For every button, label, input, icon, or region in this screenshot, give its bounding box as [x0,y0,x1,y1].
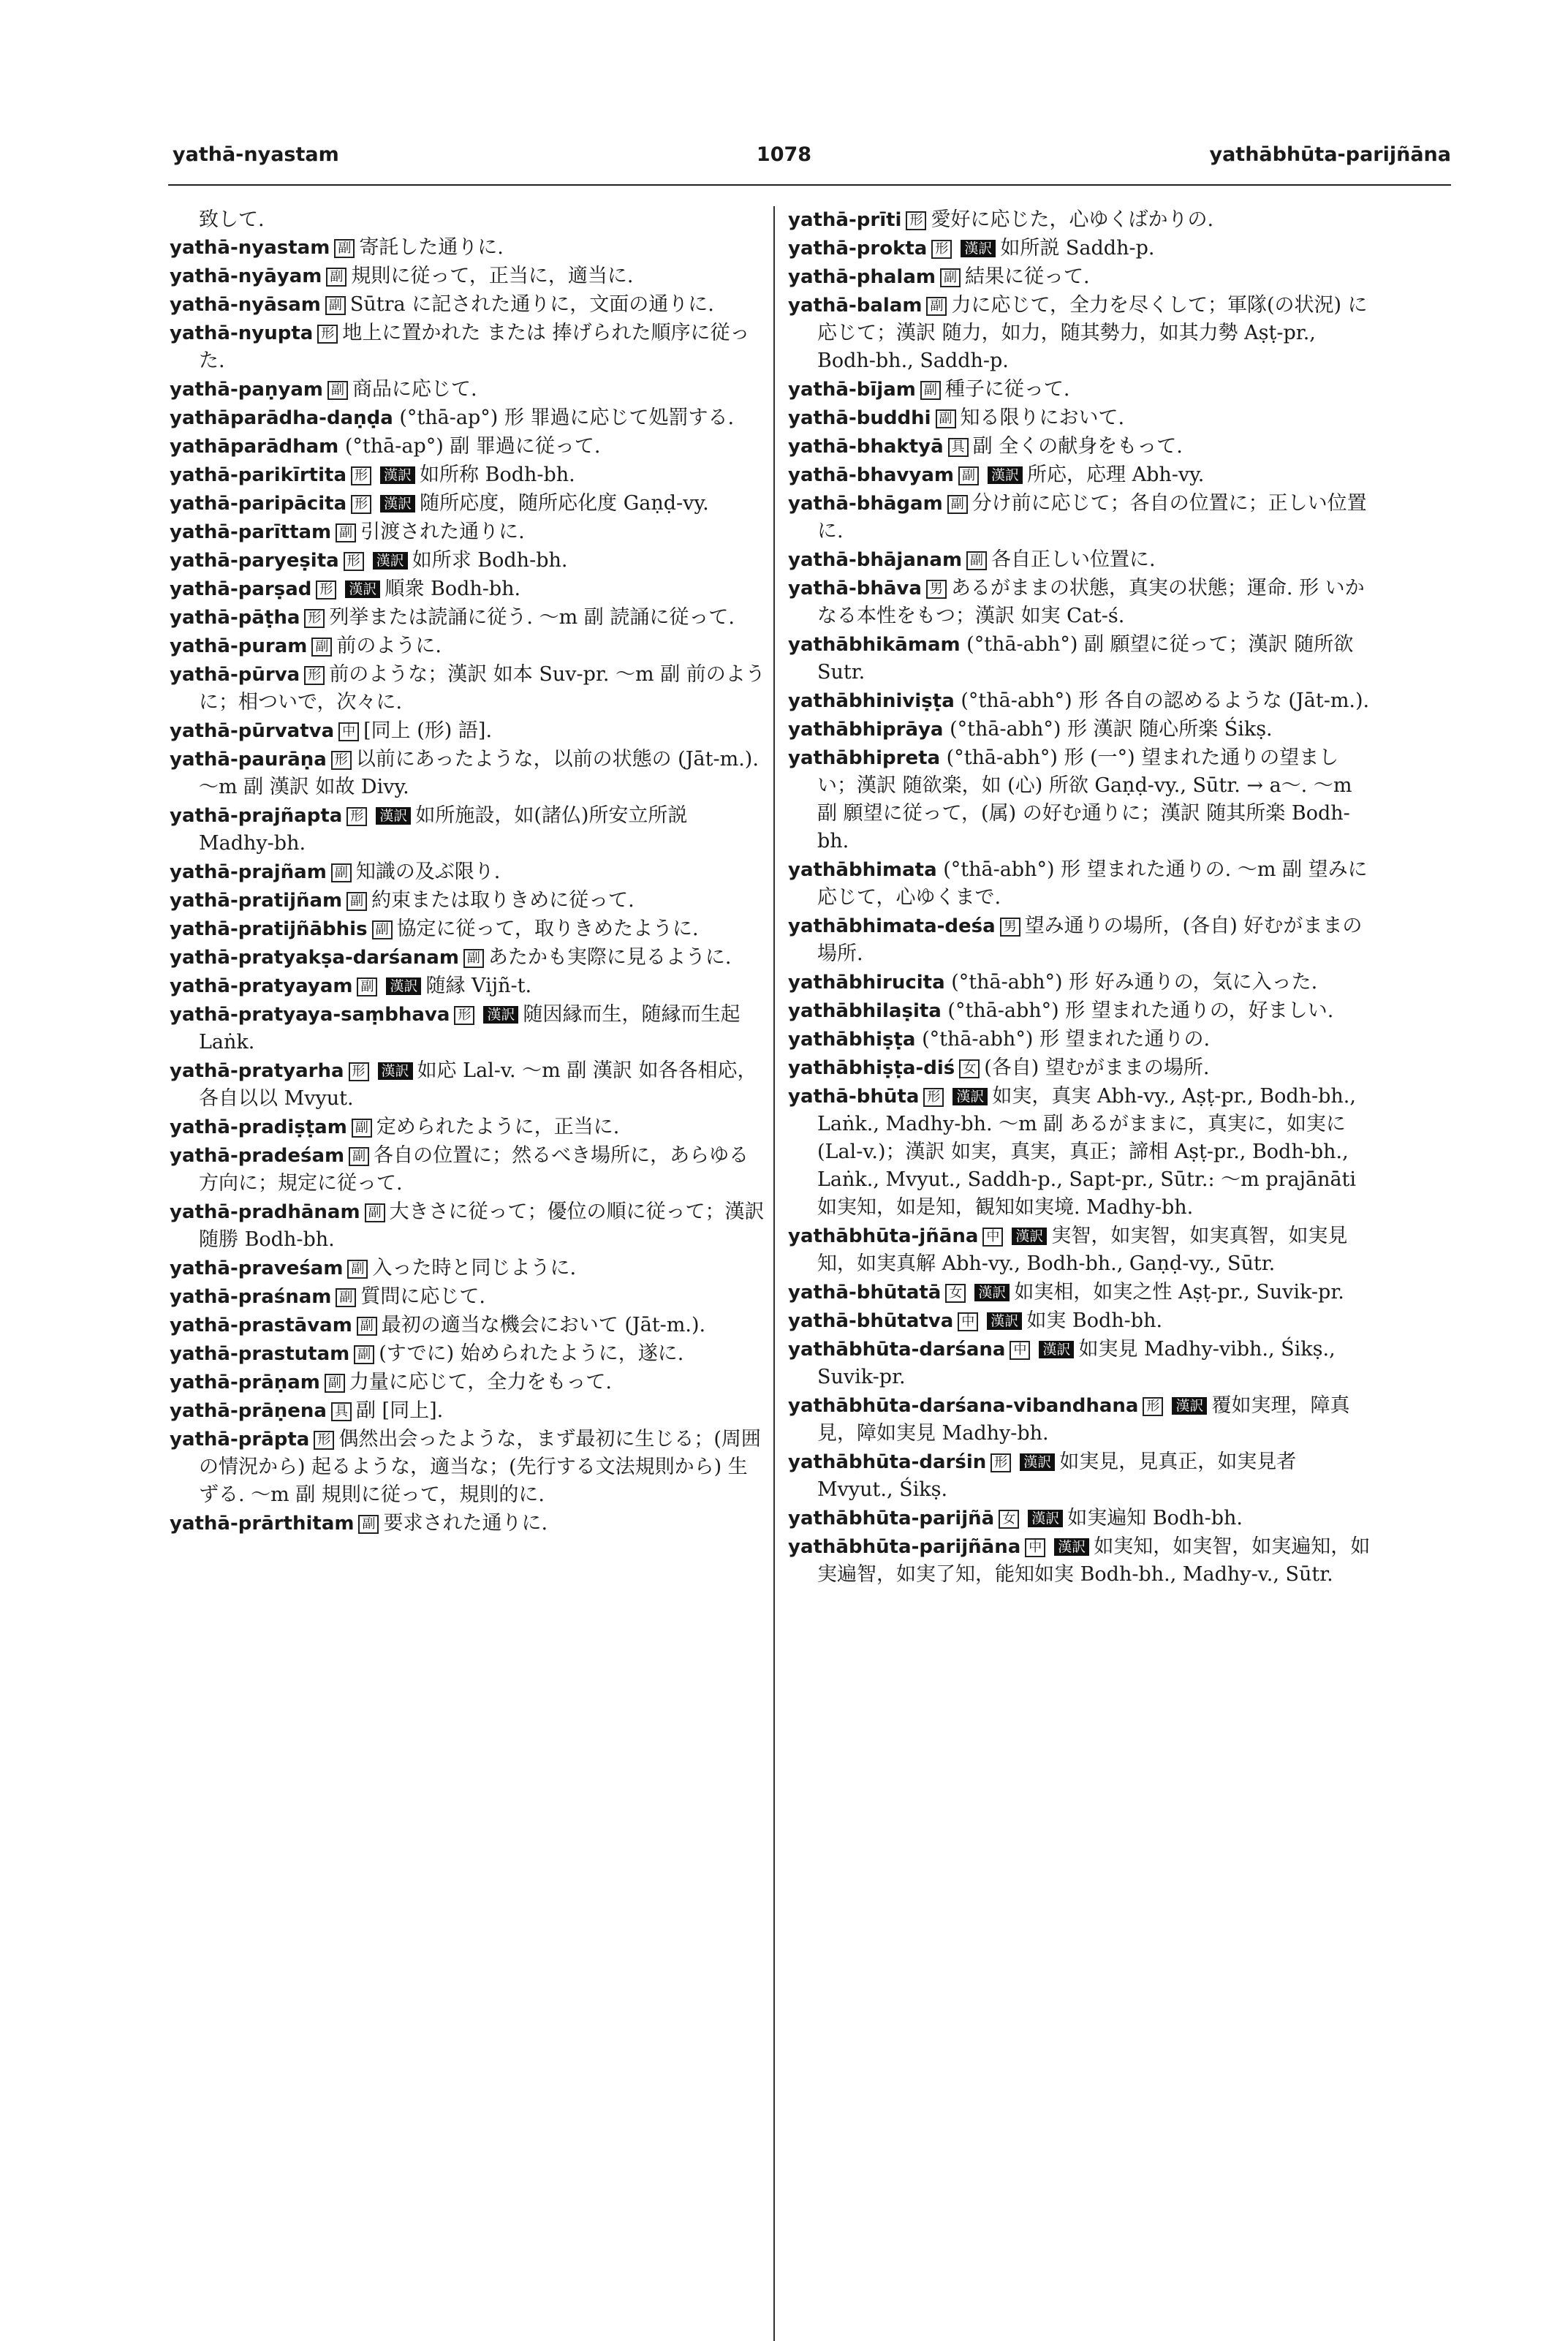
definition: 如実 Bodh-bh. [1026,1309,1163,1332]
definition: 以前にあったような，以前の状態の (Jāt-m.). ～m 副 漢訳 如故 Divy. [199,748,759,798]
headword: yathā-pratijñābhis [170,918,368,940]
pos-tag: 副 [940,268,961,287]
kanyaku-badge: 漢訳 [1020,1453,1055,1471]
definition: (各自) 望むがままの場所. [984,1056,1210,1079]
headword: yathābhimata-deśa [788,915,996,937]
definition: (°thā-abh°) 形 漢訳 随心所楽 Śikṣ. [950,718,1273,741]
headword: yathā-prīti [788,209,902,231]
definition: (°thā-abh°) 形 (一°) 望まれた通りの望ましい；漢訳 随欲楽，如 (心) 所欲 Gaṇḍ-vy., Sūtr. → a～. ～m 副 願望に従って，(属) の好む通りに；漢訳 随其所楽 Bodh-bh. [817,746,1352,852]
kanyaku-badge: 漢訳 [988,466,1023,484]
dictionary-entry [788,235,1378,262]
page-header [0,143,1568,180]
headword: yathā-prajñapta [170,805,343,827]
pos-tag: 男 [1000,918,1020,937]
pos-tag: 副 [365,1203,385,1222]
dictionary-entry [170,1426,765,1509]
dictionary-entry [788,1505,1378,1532]
pos-tag: 形 [923,1088,944,1107]
dictionary-entry [788,490,1378,545]
pos-tag: 形 [991,1453,1011,1472]
definition: 知識の及ぶ限り. [355,861,501,883]
definition: (°thā-abh°) 形 各自の認めるような (Jāt-m.). [961,689,1370,712]
dictionary-entry [170,944,765,972]
headword: yathābhimata [788,859,937,881]
headword: yathā-prārthitam [170,1513,355,1535]
definition: 力に応じて，全力を尽くして；軍隊(の状況) に応じて；漢訳 随力，如力，随其勢力，如其力勢 Aṣṭ-pr., Bodh-bh., Saddh-p. [817,294,1368,372]
kanyaku-badge: 漢訳 [378,1062,413,1080]
headword: yathā-parikīrtita [170,464,346,486]
headword: yathā-pradhānam [170,1201,360,1223]
definition: 如実知，如実智，如実遍知，如実遍智，如実了知，能知如実 Bodh-bh., Madhy-v., Sūtr. [817,1535,1371,1586]
dictionary-entry [788,1448,1378,1504]
pos-tag: 副 [347,1260,368,1279]
definition: 副 [同上]. [355,1399,444,1422]
dictionary-entry [170,1113,765,1141]
dictionary-entry [170,518,765,546]
definition: 種子に従って. [944,378,1070,401]
pos-tag: 副 [966,551,987,570]
definition: 愛好に応じた，心ゆくばかりの. [931,208,1214,231]
headword: yathā-prajñam [170,861,327,883]
dictionary-entry [170,887,765,915]
headword: yathā-bhāgam [788,493,943,515]
pos-tag: 副 [311,638,332,657]
dictionary-entry [788,1026,1378,1054]
headword: yathā-pratijñam [170,890,343,912]
headword: yathābhiṣṭa-diś [788,1057,955,1079]
dictionary-entry [170,1057,765,1113]
dictionary-entry [788,263,1378,291]
dictionary-entry [788,1533,1378,1589]
pos-tag: 形 [304,609,325,628]
headword: yathā-praveśam [170,1258,344,1279]
pos-tag: 女 [945,1284,966,1303]
definition: 分け前に応じて；各自の位置に；正しい位置に. [817,492,1367,542]
pos-tag: 形 [906,211,926,230]
kanyaku-badge: 漢訳 [376,807,411,825]
headword: yathābhipreta [788,747,941,769]
dictionary-entry [170,1283,765,1311]
dictionary-entry [788,404,1378,432]
kanyaku-badge: 漢訳 [1012,1228,1047,1245]
dictionary-entry [788,1054,1378,1082]
dictionary-entry [170,1001,765,1056]
header-rule [168,184,1451,186]
dictionary-entry [788,546,1378,574]
kanyaku-badge: 漢訳 [483,1006,518,1024]
kanyaku-badge: 漢訳 [386,977,421,995]
headword: yathā-pratyarha [170,1060,344,1082]
headword: yathā-bhavyam [788,464,954,486]
definition: 如応 Lal-v. ～m 副 漢訳 如各各相応，各自以以 Mvyut. [199,1059,757,1110]
kanyaku-badge: 漢訳 [380,495,415,513]
left-column [170,206,765,1538]
pos-tag: 具 [331,1402,352,1421]
headword: yathā-nyāyam [170,265,322,287]
right-column [788,206,1378,1589]
headword: yathā-pratyayam [170,975,353,997]
headword: yathā-prastutam [170,1343,350,1365]
pos-tag: 形 [346,807,367,826]
headword: yathā-parīttam [170,521,332,543]
dictionary-entry [788,744,1378,855]
kanyaku-badge: 漢訳 [1039,1341,1074,1358]
kanyaku-badge: 漢訳 [987,1312,1022,1330]
dictionary-entry [788,1279,1378,1306]
dictionary-entry [170,972,765,1000]
pos-tag: 副 [354,1345,374,1364]
dictionary-entry [170,1142,765,1198]
pos-tag: 形 [454,1006,474,1025]
dictionary-entry [170,1340,765,1368]
definition: 各自の位置に；然るべき場所に，あらゆる方向に；規定に従って. [199,1144,749,1195]
pos-tag: 形 [314,1431,334,1450]
pos-tag: 女 [999,1510,1019,1529]
pos-tag: 副 [357,1317,377,1336]
definition: 前のように. [336,635,442,657]
pos-tag: 副 [331,863,352,882]
headword: yathā-pradeśam [170,1145,345,1167]
headword: yathā-puram [170,635,308,657]
kanyaku-badge: 漢訳 [380,466,415,484]
definition: あたかも実際に見るように. [488,946,732,969]
dictionary-entry [170,291,765,319]
definition: 如所求 Bodh-bh. [412,549,568,572]
headword: yathā-paripācita [170,493,347,515]
pos-tag: 形 [331,751,352,770]
dictionary-entry [170,746,765,801]
definition: (°thā-abh°) 副 願望に従って；漢訳 随所欲 Sutr. [817,633,1354,684]
headword: yathā-bhūtatva [788,1310,954,1332]
headword: yathā-bhūtatā [788,1282,942,1304]
definition: (すでに) 始められたように，遂に. [379,1342,684,1365]
dictionary-entry [788,1083,1378,1222]
headword: yathā-paryeṣita [170,550,339,572]
pos-tag: 副 [352,1119,372,1138]
dictionary-entry [170,490,765,518]
dictionary-entry [170,262,765,290]
dictionary-entry [170,915,765,943]
headword: yathā-bhaktyā [788,436,944,458]
definition: 寄託した通りに. [359,236,504,259]
definition: 力量に応じて，全力をもって. [349,1371,612,1393]
kanyaku-badge: 漢訳 [373,552,408,570]
definition: 順衆 Bodh-bh. [385,578,521,600]
headword: yathābhiprāya [788,719,944,741]
kanyaku-badge: 漢訳 [952,1088,988,1105]
definition: (°thā-abh°) 形 望まれた通りの，好ましい. [947,999,1334,1022]
dictionary-entry [170,1369,765,1396]
kanyaku-badge: 漢訳 [1054,1538,1089,1556]
definition: (°thā-ap°) 副 罪過に従って. [344,435,601,458]
definition: 如実，真実 Abh-vy., Aṣṭ-pr., Bodh-bh., Laṅk., Madhy-bh. ～m 副 あるがままに，真実に，如実に (Lal-v.)；漢訳 如実，真実，真正；諦相 Aṣṭ-pr., Bodh-bh., Laṅk., Mvyut., Saddh-p., Sapt-pr., Sūtr.: ～m prajānāti 如実知，如是知，観知如実境. Madhy-bh. [817,1085,1357,1219]
kanyaku-badge: 漢訳 [1172,1397,1207,1415]
dictionary-entry [788,856,1378,912]
definition: [同上 (形) 語]. [363,719,493,742]
headword: yathā-pūrva [170,664,300,686]
definition: 所応，応理 Abh-vy. [1026,464,1205,486]
headword: yathā-prāṇam [170,1372,320,1393]
dictionary-entry [170,632,765,660]
dictionary-entry [170,1198,765,1254]
headword: yathābhūta-parijñāna [788,1536,1021,1558]
headword: yathā-pūrvatva [170,720,335,742]
headword: yathāparādha-daṇḍa [170,407,393,429]
definition: 如実遍知 Bodh-bh. [1067,1507,1243,1529]
dictionary-entry [788,687,1378,715]
column-divider [773,206,775,2341]
definition: (°thā-abh°) 形 望まれた通りの. [922,1028,1211,1051]
pos-tag: 副 [463,949,484,968]
headword: yathā-bījam [788,379,916,401]
dictionary-entry [788,1307,1378,1335]
pos-tag: 副 [372,920,393,939]
dictionary-entry [788,1336,1378,1391]
headword: yathā-prastāvam [170,1315,352,1336]
pos-tag: 副 [357,977,377,996]
definition: 偶然出会ったような，まず最初に生じる；(周囲の情況から) 起るような，適当な；(先行する文法規則から) 生ずる. ～m 副 規則に従って，規則的に. [199,1428,761,1506]
dictionary-entry [170,717,765,745]
headword: yathāparādham [170,436,339,458]
pos-tag: 形 [344,552,364,571]
dictionary-entry [170,461,765,489]
definition: 随所応度，随所応化度 Gaṇḍ-vy. [420,492,709,515]
pos-tag: 副 [349,1147,369,1166]
page-number: 1078 [756,143,812,166]
headword: yathā-nyāsam [170,294,321,316]
headword: yathābhūta-darśana [788,1339,1006,1361]
definition: 如所説 Saddh-p. [1000,237,1155,260]
dictionary-entry [788,969,1378,996]
definition: 協定に従って，取りきめたように. [396,918,699,940]
headword: yathā-nyupta [170,322,314,344]
dictionary-entry [170,604,765,632]
definition: 随縁 Vijñ-t. [425,975,532,997]
dictionary-entry [170,858,765,886]
definition: 如実見 Madhy-vibh., Śikṣ., Suvik-pr. [817,1338,1336,1388]
pos-tag: 具 [948,438,969,457]
kanyaku-badge: 漢訳 [1028,1510,1063,1527]
definition: 各自正しい位置に. [991,548,1156,571]
kanyaku-badge: 漢訳 [961,240,996,257]
pos-tag: 副 [326,268,346,287]
headword: yathā-nyastam [170,237,330,259]
pos-tag: 副 [936,409,956,428]
dictionary-entry [170,1255,765,1282]
dictionary-entry [788,631,1378,687]
definition: 地上に置かれた または 捧げられた順序に従った. [199,322,750,372]
definition: 実智，如実智，如実真智，如実見知，如実真解 Abh-vy., Bodh-bh., Gaṇḍ-vy., Sūtr. [817,1225,1348,1275]
headword: yathā-bhāva [788,578,922,600]
definition: 定められたように，正当に. [376,1116,620,1138]
pos-tag: 中 [1025,1538,1045,1557]
dictionary-entry [170,1510,765,1538]
running-head-left: yathā-nyastam [173,143,339,166]
pos-tag: 副 [325,296,346,315]
dictionary-entry [170,802,765,858]
definition: 入った時と同じように. [372,1257,577,1279]
definition: 副 全くの献身をもって. [972,435,1183,458]
pos-tag: 副 [336,1288,356,1307]
pos-tag: 副 [346,892,367,911]
definition: Sūtra に記された通りに，文面の通りに. [349,293,714,316]
dictionary-entry [170,575,765,603]
pos-tag: 副 [334,239,355,258]
pos-tag: 中 [1010,1341,1030,1360]
pos-tag: 副 [958,466,979,485]
headword: yathā-pratyakṣa-darśanam [170,947,459,969]
dictionary-entry [170,319,765,375]
pos-tag: 形 [304,666,325,685]
definition: (°thā-ap°) 形 罪過に応じて処罰する. [399,406,735,429]
dictionary-entry [788,292,1378,375]
definition: 随因縁而生，随縁而生起 Laṅk. [199,1003,741,1054]
definition: 要求された通りに. [383,1512,548,1535]
dictionary-entry [170,234,765,262]
headword: yathābhikāmam [788,634,961,656]
definition: 望み通りの場所，(各自) 好むがままの場所. [817,915,1363,965]
dictionary-entry [788,912,1378,968]
dictionary-entry [170,433,765,461]
headword: yathābhūta-darśin [788,1451,987,1473]
definition: 如所称 Bodh-bh. [420,464,575,486]
pos-tag: 副 [336,523,356,542]
definition: 如所施設，如(諸仏)所安立所説 Madhy-bh. [199,804,688,855]
headword: yathābhiṣṭa [788,1029,916,1051]
definition: 如実相，如実之性 Aṣṭ-pr., Suvik-pr. [1014,1281,1344,1304]
pos-tag: 形 [351,466,371,485]
dictionary-entry [788,461,1378,489]
headword: yathā-pradiṣṭam [170,1116,347,1138]
headword: yathā-bhūta [788,1086,920,1108]
pos-tag: 副 [358,1515,379,1534]
headword: yathā-pāṭha [170,607,300,629]
definition: 大きさに従って；優位の順に従って；漢訳 随勝 Bodh-bh. [199,1200,765,1251]
headword: yathābhūta-darśana-vibandhana [788,1395,1139,1417]
definition: 列挙または読誦に従う. ～m 副 読誦に従って. [329,606,735,629]
definition: 前のような；漢訳 如本 Suv-pr. ～m 副 前のように；相ついで，次々に. [199,663,765,714]
definition: 引渡された通りに. [360,521,525,543]
pos-tag: 女 [959,1059,980,1078]
pos-tag: 副 [327,381,348,400]
headword: yathā-phalam [788,266,936,288]
pos-tag: 男 [926,580,947,599]
pos-tag: 副 [325,1374,345,1393]
headword: yathā-prokta [788,238,928,260]
dictionary-entry [788,997,1378,1025]
kanyaku-badge: 漢訳 [345,580,380,598]
definition: 質問に応じて. [360,1285,485,1308]
dictionary-entry [788,575,1378,630]
dictionary-entry [788,716,1378,744]
dictionary-entry [170,547,765,575]
definition: 結果に従って. [964,265,1090,288]
pos-tag: 副 [947,495,968,514]
definition: 最初の適当な機会において (Jāt-m.). [381,1314,706,1336]
dictionary-entry [788,1222,1378,1278]
pos-tag: 形 [316,580,336,600]
headword: yathā-pratyaya-saṃbhava [170,1004,450,1026]
headword: yathābhūta-parijñā [788,1508,995,1529]
dictionary-entry [170,404,765,432]
pos-tag: 形 [349,1062,369,1081]
definition: あるがままの状態，真実の状態；運命. 形 いかなる本性をもつ；漢訳 如実 Cat-ś. [817,577,1365,627]
dictionary-entry [788,1392,1378,1448]
definition: 規則に従って，正当に，適当に. [351,265,634,287]
pos-tag: 形 [351,495,371,514]
headword: yathābhilaṣita [788,1000,942,1022]
pos-tag: 形 [931,240,952,259]
definition: 商品に応じて. [352,378,477,401]
headword: yathā-balam [788,295,923,317]
dictionary-entry [170,376,765,404]
running-head-right: yathābhūta-parijñāna [1209,143,1451,166]
pos-tag: 副 [926,297,947,316]
headword: yathābhiniviṣṭa [788,690,955,712]
definition: (°thā-abh°) 形 望まれた通りの. ～m 副 望みに応じて，心ゆくまで. [817,858,1368,909]
pos-tag: 中 [982,1228,1003,1247]
headword: yathā-buddhi [788,407,931,429]
definition: 如実見，見真正，如実見者 Mvyut., Śikṣ. [817,1451,1297,1501]
dictionary-entry [788,376,1378,404]
headword: yathābhirucita [788,972,945,994]
headword: yathā-praśnam [170,1286,332,1308]
dictionary-entry [170,661,765,716]
headword: yathā-paṇyam [170,379,324,401]
headword: yathā-paurāṇa [170,749,327,771]
headword: yathā-prāṇena [170,1400,327,1422]
headword: yathābhūta-jñāna [788,1225,979,1247]
headword: yathā-parṣad [170,578,312,600]
continuation-text: 致して. [199,208,265,231]
definition: 覆如実理，障真見，障如実見 Madhy-bh. [817,1394,1350,1445]
pos-tag: 中 [958,1312,978,1331]
pos-tag: 副 [920,381,941,400]
pos-tag: 中 [338,722,359,741]
dictionary-entry [170,1397,765,1425]
pos-tag: 形 [1143,1397,1163,1416]
pos-tag: 形 [317,325,338,344]
headword: yathā-bhājanam [788,549,963,571]
kanyaku-badge: 漢訳 [974,1284,1010,1301]
definition: 知る限りにおいて. [960,406,1125,429]
headword: yathā-prāpta [170,1429,310,1451]
definition: 約束または取りきめに従って. [371,889,635,912]
dictionary-entry [170,1312,765,1339]
dictionary-entry [788,206,1378,234]
dictionary-entry [788,433,1378,461]
definition: (°thā-abh°) 形 好み通りの，気に入った. [951,971,1318,994]
